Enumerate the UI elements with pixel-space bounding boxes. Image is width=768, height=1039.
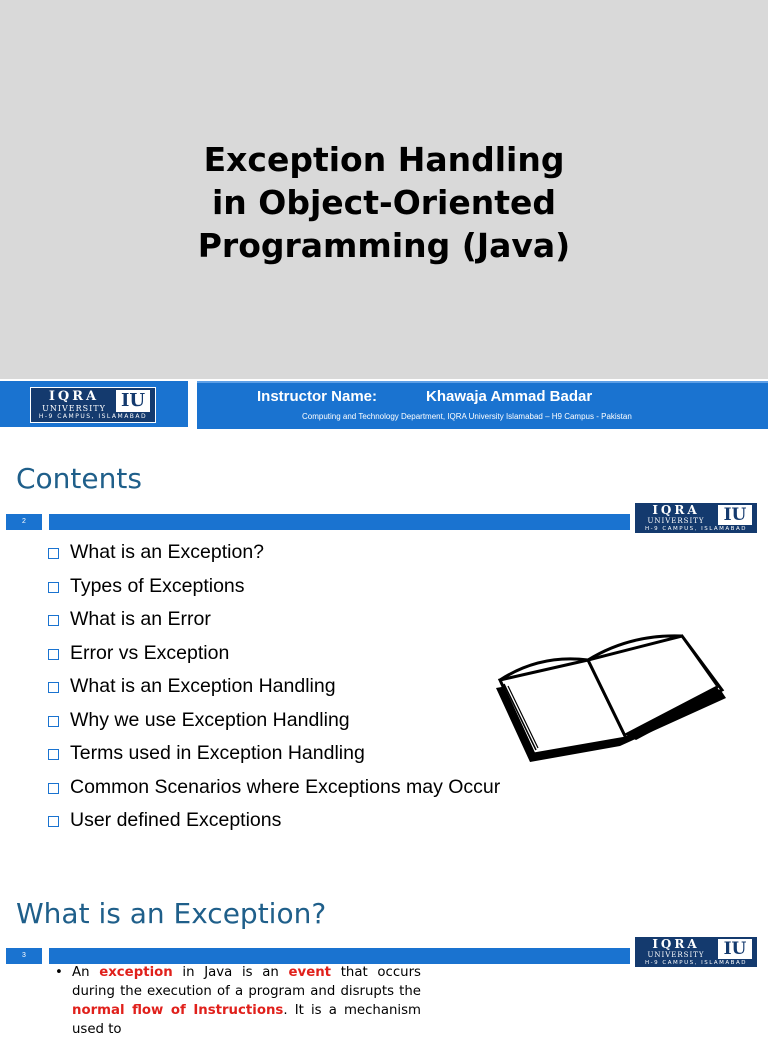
instructor-banner <box>197 381 768 429</box>
title-line-1: Exception Handling <box>203 140 565 179</box>
logo-university-text: UNIVERSITY <box>42 404 106 413</box>
logo-iqra-text: IQRA <box>48 389 100 404</box>
list-item <box>48 541 500 575</box>
square-bullet-icon <box>48 783 59 794</box>
university-logo <box>30 387 156 423</box>
highlight-exception: exception <box>99 965 173 980</box>
square-bullet-icon <box>48 548 59 559</box>
square-bullet-icon <box>48 615 59 626</box>
instructor-name: Khawaja Ammad Badar <box>426 388 593 405</box>
logo-campus-text: H-9 CAMPUS, ISLAMABAD <box>645 960 747 966</box>
logo-university-text: UNIVERSITY <box>647 951 705 959</box>
exception-definition-paragraph <box>55 963 421 1039</box>
square-bullet-icon <box>48 716 59 727</box>
title-slide <box>0 0 768 376</box>
logo-university-text: UNIVERSITY <box>647 517 705 525</box>
text-run: . It is a mechanism used to <box>72 1003 421 1037</box>
logo-iqra-text: IQRA <box>652 937 700 951</box>
list-item-label: What is an Error <box>70 608 211 630</box>
open-book-icon <box>490 630 730 770</box>
logo-iu-mark: IU <box>116 390 150 412</box>
list-item-label: Terms used in Exception Handling <box>70 742 365 764</box>
slide-number: 3 <box>6 948 42 964</box>
instructor-label: Instructor Name: <box>257 388 378 405</box>
square-bullet-icon <box>48 816 59 827</box>
contents-list <box>48 541 500 843</box>
university-logo-panel <box>0 381 188 427</box>
section-heading: What is an Exception? <box>16 897 327 930</box>
logo-iu-mark: IU <box>718 505 752 525</box>
bullet-icon: • <box>55 965 63 980</box>
list-item-label: Common Scenarios where Exceptions may Occur <box>70 775 501 798</box>
square-bullet-icon <box>48 582 59 593</box>
contents-heading: Contents <box>16 462 142 495</box>
logo-campus-text: H-9 CAMPUS, ISLAMABAD <box>645 526 747 532</box>
department-text: Computing and Technology Department, IQRA University Islamabad – H9 Campus - Pakistan <box>302 412 632 421</box>
square-bullet-icon <box>48 682 59 693</box>
list-item-label: Types of Exceptions <box>70 574 245 597</box>
list-item-label: What is an Exception? <box>70 541 265 563</box>
text-run: in Java is an <box>172 965 289 980</box>
university-logo-small <box>634 936 758 968</box>
highlight-normal-flow: normal flow of Instructions <box>72 1003 284 1018</box>
list-item <box>48 608 500 642</box>
list-item <box>48 642 500 676</box>
list-item <box>48 575 500 609</box>
logo-iu-mark: IU <box>718 939 752 959</box>
paragraph-text <box>72 963 421 1039</box>
text-run: An <box>72 965 100 980</box>
logo-campus-text: H-9 CAMPUS, ISLAMABAD <box>38 413 148 420</box>
list-item <box>48 709 500 743</box>
title-line-2: in Object-Oriented <box>212 183 556 222</box>
list-item <box>48 776 500 810</box>
list-item <box>48 742 500 776</box>
list-item-label: Error vs Exception <box>70 641 230 664</box>
slide-title <box>0 138 768 267</box>
square-bullet-icon <box>48 749 59 760</box>
highlight-event: event <box>288 965 332 980</box>
slide-number: 2 <box>6 514 42 530</box>
university-logo-small <box>634 502 758 534</box>
title-line-3: Programming (Java) <box>197 226 571 265</box>
logo-iqra-text: IQRA <box>652 503 700 517</box>
list-item-label: Why we use Exception Handling <box>70 708 350 731</box>
text-run: that occurs during the execution of a program and disrupts the <box>72 965 421 999</box>
square-bullet-icon <box>48 649 59 660</box>
list-item <box>48 675 500 709</box>
list-item <box>48 809 500 843</box>
list-item-label: What is an Exception Handling <box>70 675 336 697</box>
list-item-label: User defined Exceptions <box>70 809 282 831</box>
